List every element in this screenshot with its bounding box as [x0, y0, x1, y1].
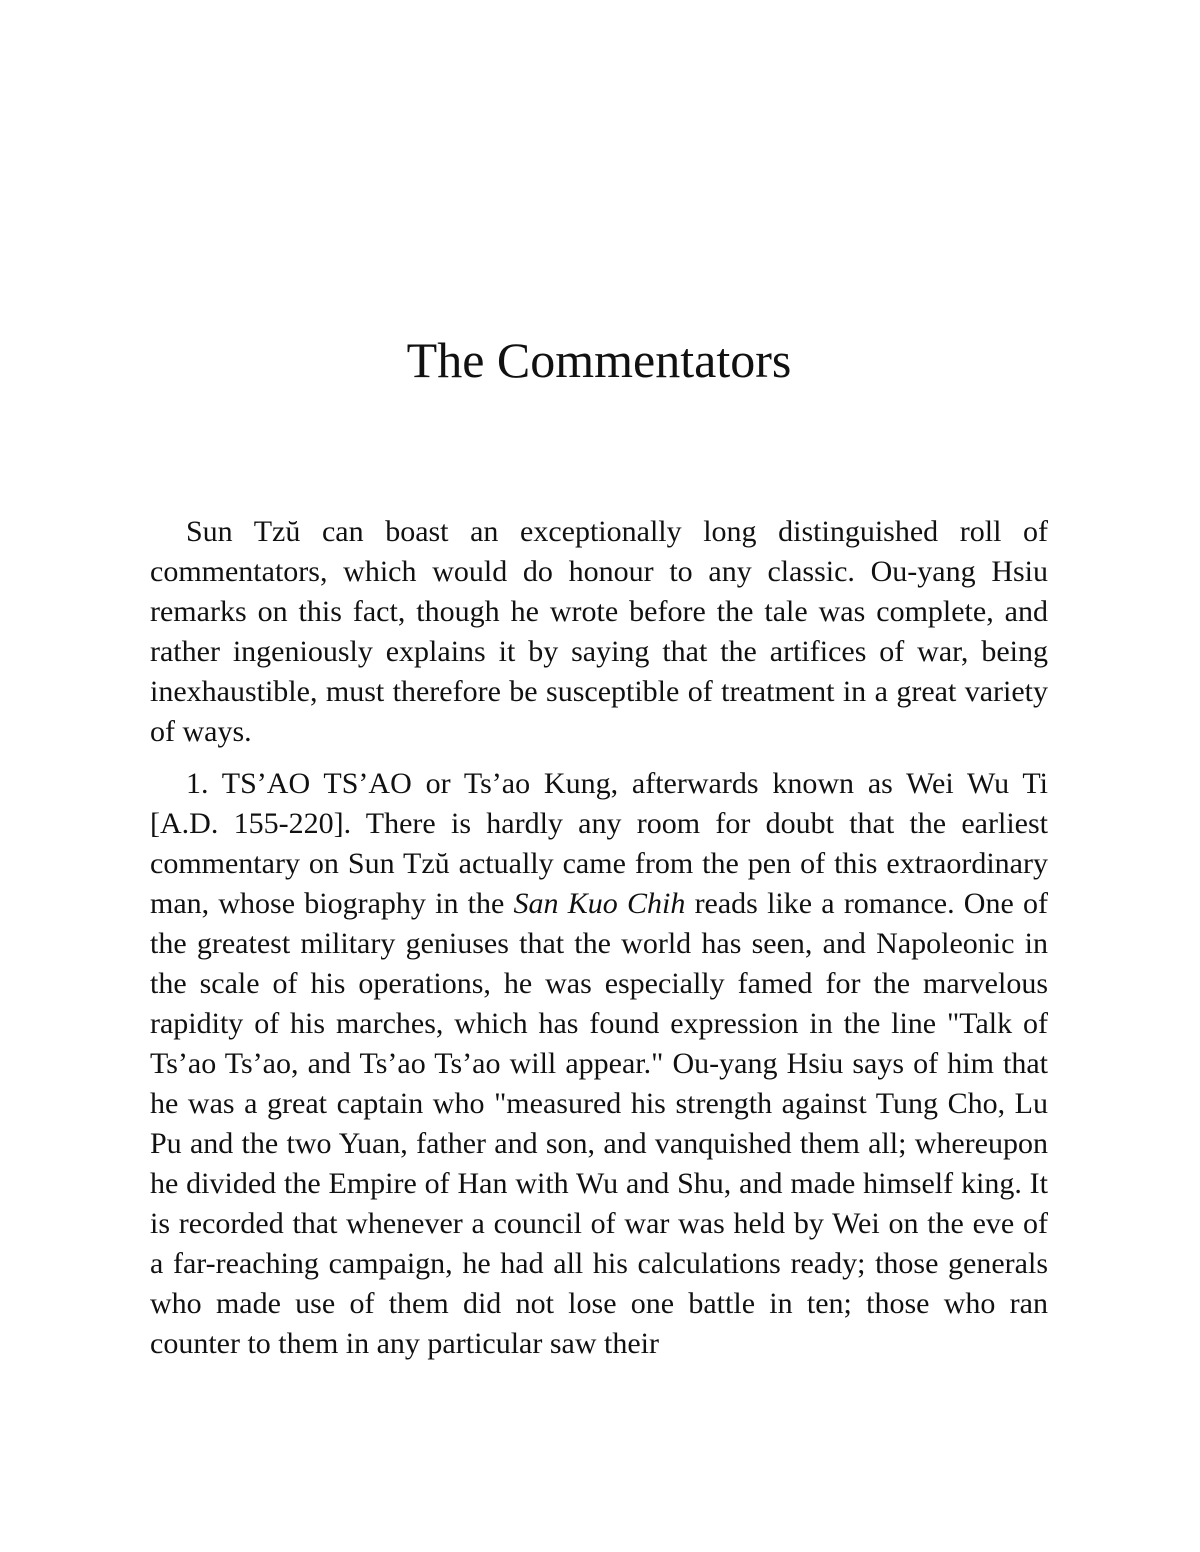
paragraph-intro-text: Sun Tzŭ can boast an exceptionally long distinguished roll of commentators, which would do honour to any classic. Ou-yang Hsiu remarks on this fact, though he wrote before the tale was complete, and rather ingeniously explains it by saying that the artifices of war, being inexhaustible, must therefore be susceptible of treatment in a great variety of ways. [150, 515, 1048, 748]
book-title-san-kuo-chih: San Kuo Chih [513, 887, 686, 920]
paragraph-intro [150, 512, 1048, 752]
paragraph-tsao-text-after-italic: reads like a romance. One of the greatest military geniuses that the world has seen, and Napoleonic in the scale of his operations, he was especially famed for the marvelous rapidity of his marches, which has found expression in the line "Talk of Ts’ao Ts’ao, and Ts’ao Ts’ao will appear." Ou-yang Hsiu says of him that he was a great captain who "measured his strength against Tung Cho, Lu Pu and the two Yuan, father and son, and vanquished them all; whereupon he divided the Empire of Han with Wu and Shu, and made himself king. It is recorded that whenever a council of war was held by Wei on the eve of a far-reaching campaign, he had all his calculations ready; those generals who made use of them did not lose one battle in ten; those who ran counter to them in any particular saw their [150, 887, 1049, 1360]
paragraph-tsao-text-before-italic: 1. TS’AO TS’AO or Ts’ao Kung, afterwards known as Wei Wu Ti [A.D. 155-220]. There is hardly any room for doubt that the earliest commentary on Sun Tzŭ actually came from the pen of this extraordinary man, whose biography in the [150, 767, 1048, 920]
chapter-title: The Commentators [406, 332, 792, 388]
paragraph-tsao-tsao [150, 764, 1048, 1364]
